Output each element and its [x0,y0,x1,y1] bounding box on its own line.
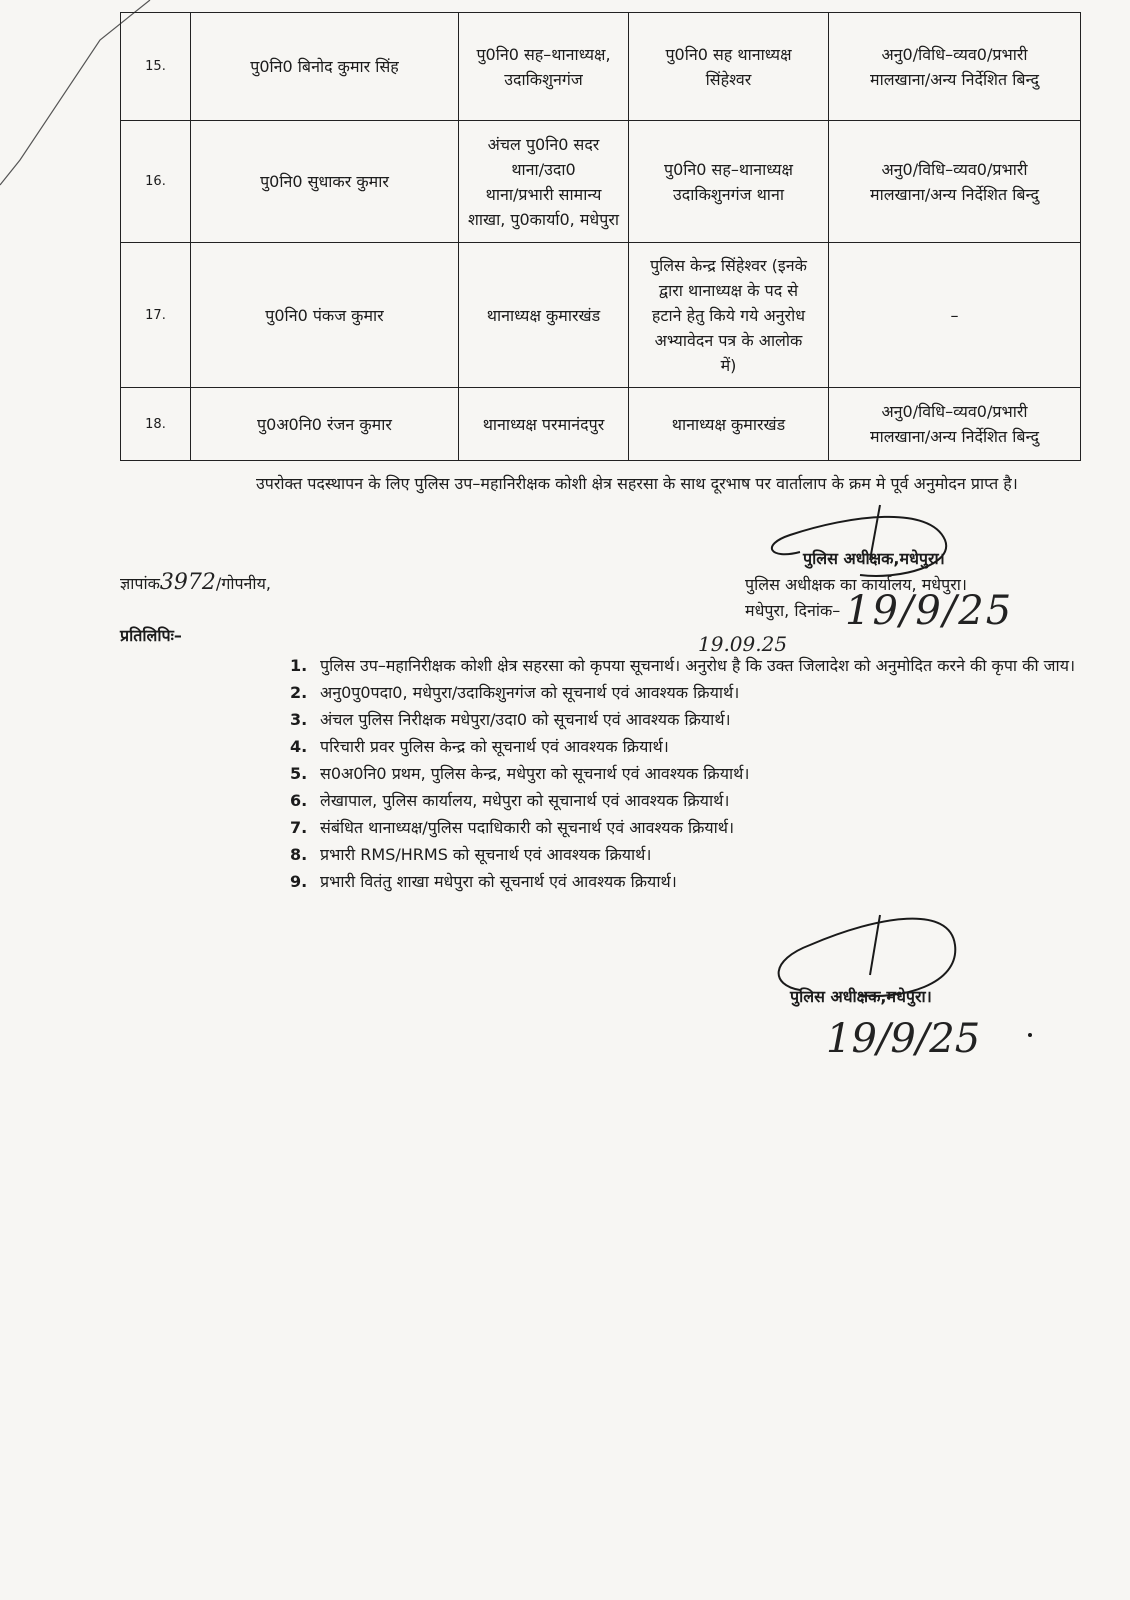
list-item [290,706,1080,733]
memo-suffix: /गोपनीय, [215,574,271,593]
list-item-number: 5. [290,764,308,783]
current-post-cell [459,13,629,121]
remark-cell-line: मालखाना/अन्य निर्देशित बिन्दु [870,69,1039,89]
copy-list [290,652,1080,895]
new-post-cell-line: उदाकिशुनगंज थाना [673,184,784,204]
signatory-date-label: मधेपुरा, दिनांक– [745,601,841,620]
ink-dot-icon [1028,1033,1032,1037]
list-item-text: प्रभारी वितंतु शाखा मधेपुरा को सूचनार्थ एवं आवश्यक क्रियार्थ। [320,872,677,891]
new-post-cell [629,121,829,243]
serial-cell: 15. [121,13,191,121]
remark-cell-line: मालखाना/अन्य निर्देशित बिन्दु [870,184,1039,204]
list-item-text: परिचारी प्रवर पुलिस केन्द्र को सूचनार्थ एवं आवश्यक क्रियार्थ। [320,737,669,756]
current-post-cell-line: पु0नि0 सह–थानाध्यक्ष, [476,44,611,64]
serial-cell: 16. [121,121,191,243]
memo-number: 3972 [159,570,216,595]
new-post-cell-line: हटाने हेतु किये गये अनुरोध [651,305,806,325]
new-post-cell-line: पु0नि0 सह–थानाध्यक्ष [663,159,794,179]
current-post-cell-line: अंचल पु0नि0 सदर [487,134,600,154]
signatory-title-2: पुलिस अधीक्षक,मधेपुरा। [790,987,932,1006]
current-post-cell-line: थानाध्यक्ष कुमारखंड [486,305,601,325]
new-post-cell [629,13,829,121]
officer-name-cell: पु0नि0 पंकज कुमार [191,243,459,388]
memo-reference [120,570,271,595]
remark-cell-line: मालखाना/अन्य निर्देशित बिन्दु [870,427,1039,446]
new-post-cell-line: सिंहेश्वर [705,69,752,89]
list-item-text: स0अ0नि0 प्रथम, पुलिस केन्द्र, मधेपुरा को सूचनार्थ एवं आवश्यक क्रियार्थ। [320,764,750,783]
new-post-cell-line: अभ्यावेदन पत्र के आलोक [654,330,803,350]
signature-2-icon [779,915,956,996]
list-item [290,733,1080,760]
new-post-cell-line: द्वारा थानाध्यक्ष के पद से [658,280,799,300]
signatory-title: पुलिस अधीक्षक,मधेपुरा। [803,549,945,568]
remark-cell [829,243,1081,388]
current-post-cell-line: थानाध्यक्ष परमानंदपुर [482,414,605,434]
posting-table [120,12,1081,461]
list-item [290,679,1080,706]
new-post-cell-line: थानाध्यक्ष कुमारखंड [671,414,786,434]
remark-cell [829,13,1081,121]
list-item [290,841,1080,868]
current-post-cell [459,121,629,243]
list-item [290,868,1080,895]
table-row [121,388,1081,461]
new-post-cell-line: में) [720,355,737,375]
table-row [121,13,1081,121]
serial-cell: 18. [121,388,191,461]
current-post-cell [459,243,629,388]
list-item-text: प्रभारी RMS/HRMS को सूचनार्थ एवं आवश्यक क्रियार्थ। [320,845,652,864]
handwritten-date-bottom: 19/9/25 [826,1016,981,1062]
list-item-text: संबंधित थानाध्यक्ष/पुलिस पदाधिकारी को सूचनार्थ एवं आवश्यक क्रियार्थ। [320,818,735,837]
list-item-number: 1. [290,656,308,675]
table-row [121,121,1081,243]
handwritten-date-large: 19/9/25 [845,588,1014,634]
officer-name-cell: पु0अ0नि0 रंजन कुमार [191,388,459,461]
memo-prefix: ज्ञापांक [120,574,160,593]
list-item-number: 4. [290,737,308,756]
list-item-number: 2. [290,683,308,702]
list-item [290,814,1080,841]
officer-name-cell: पु0नि0 बिनोद कुमार सिंह [191,13,459,121]
list-item-number: 7. [290,818,308,837]
officer-name-cell: पु0नि0 सुधाकर कुमार [191,121,459,243]
approval-note: उपरोक्त पदस्थापन के लिए पुलिस उप–महानिरीक्षक कोशी क्षेत्र सहरसा के साथ दूरभाष पर वार्तालाप के क्रम मे पूर्व अनुमोदन प्राप्त है। [256,474,1018,493]
new-post-cell-line: पु0नि0 सह थानाध्यक्ष [665,44,792,64]
remark-cell [829,121,1081,243]
table-row [121,243,1081,388]
handwritten-date-small: 19.09.25 [698,632,788,656]
remark-cell-line: अनु0/विधि–व्यव0/प्रभारी [881,402,1028,421]
list-item-number: 3. [290,710,308,729]
list-item [290,652,1080,679]
list-item-number: 6. [290,791,308,810]
list-item-number: 8. [290,845,308,864]
list-item [290,760,1080,787]
list-item [290,787,1080,814]
list-item-text: पुलिस उप–महानिरीक्षक कोशी क्षेत्र सहरसा को कृपया सूचनार्थ। अनुरोध है कि उक्त जिलादेश को अनुमोदित करने की कृपा की जाय। [320,656,1076,675]
list-item-number: 9. [290,872,308,891]
remark-cell [829,388,1081,461]
signatory-office: पुलिस अधीक्षक का कार्यालय, मधेपुरा। [745,575,967,594]
current-post-cell-line: थाना/प्रभारी सामान्य [485,184,602,204]
new-post-cell [629,388,829,461]
remark-cell-line: अनु0/विधि–व्यव0/प्रभारी [881,44,1028,64]
current-post-cell-line: उदाकिशुनगंज [504,69,583,89]
current-post-cell [459,388,629,461]
new-post-cell [629,243,829,388]
list-item-text: लेखापाल, पुलिस कार्यालय, मधेपुरा को सूचानार्थ एवं आवश्यक क्रियार्थ। [320,791,730,810]
current-post-cell-line: थाना/उदा0 [511,159,576,179]
current-post-cell-line: शाखा, पु0कार्या0, मधेपुरा [467,209,620,229]
list-item-text: अंचल पुलिस निरीक्षक मधेपुरा/उदा0 को सूचनार्थ एवं आवश्यक क्रियार्थ। [320,710,731,729]
copy-heading: प्रतिलिपिः– [120,626,182,645]
new-post-cell-line: पुलिस केन्द्र सिंहेश्वर (इनके [650,255,807,275]
serial-cell: 17. [121,243,191,388]
remark-cell-line: अनु0/विधि–व्यव0/प्रभारी [881,159,1028,179]
remark-cell-line: – [950,305,959,325]
list-item-text: अनु0पु0पदा0, मधेपुरा/उदाकिशुनगंज को सूचनार्थ एवं आवश्यक क्रियार्थ। [320,683,740,702]
